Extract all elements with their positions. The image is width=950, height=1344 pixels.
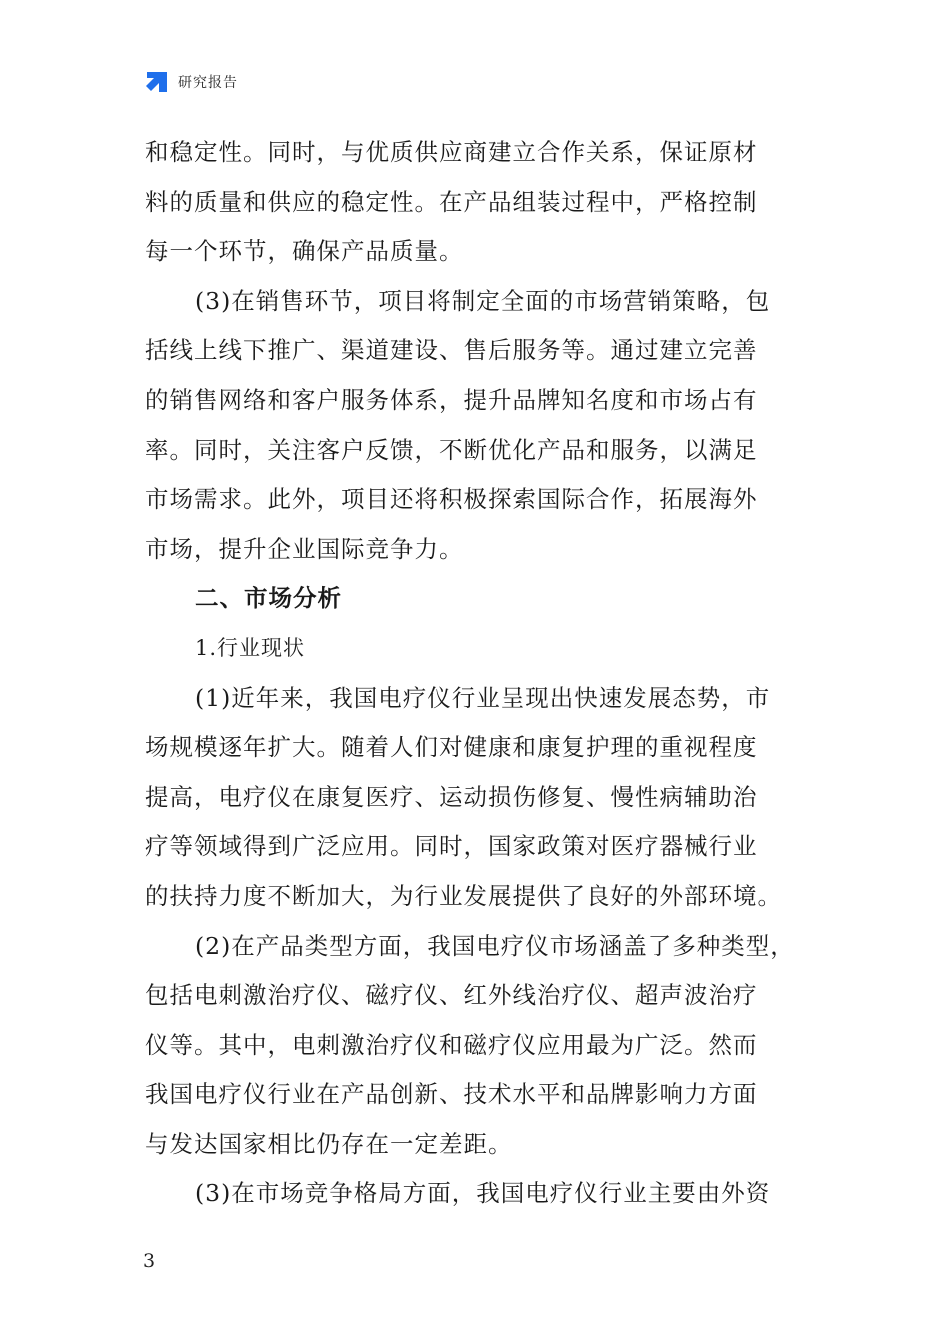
text-line: 场规模逐年扩大。随着人们对健康和康复护理的重视程度 <box>145 733 758 762</box>
paragraph-start: (3)在销售环节，项目将制定全面的市场营销策略，包 <box>195 286 771 315</box>
text-line: 与发达国家相比仍存在一定差距。 <box>145 1129 513 1158</box>
paragraph-start: (2)在产品类型方面，我国电疗仪市场涵盖了多种类型， <box>195 931 795 960</box>
page-number: 3 <box>143 1250 156 1272</box>
text-line: 市场需求。此外，项目还将积极探索国际合作，拓展海外 <box>145 485 758 514</box>
text-line: 仪等。其中，电刺激治疗仪和磁疗仪应用最为广泛。然而 <box>145 1030 758 1059</box>
text-line: 和稳定性。同时，与优质供应商建立合作关系，保证原材 <box>145 138 758 166</box>
header-title: 研究报告 <box>178 75 238 91</box>
text-line: 的扶持力度不断加大，为行业发展提供了良好的外部环境。 <box>145 881 782 910</box>
subsection-heading: 1.行业现状 <box>195 635 306 660</box>
text-line: 括线上线下推广、渠道建设、售后服务等。通过建立完善 <box>145 336 758 365</box>
text-line: 市场，提升企业国际竞争力。 <box>145 534 464 563</box>
arrow-up-right-logo-icon <box>144 69 170 95</box>
text-line: 料的质量和供应的稳定性。在产品组装过程中，严格控制 <box>145 187 758 216</box>
paragraph-start: (3)在市场竞争格局方面，我国电疗仪行业主要由外资 <box>195 1179 771 1208</box>
page-header <box>144 68 238 96</box>
text-line: 提高，电疗仪在康复医疗、运动损伤修复、慢性病辅助治 <box>145 782 758 811</box>
text-line: 每一个环节，确保产品质量。 <box>145 237 464 266</box>
section-heading: 二、市场分析 <box>195 584 342 613</box>
text-line: 我国电疗仪行业在产品创新、技术水平和品牌影响力方面 <box>145 1080 758 1109</box>
paragraph-start: (1)近年来，我国电疗仪行业呈现出快速发展态势，市 <box>195 683 771 712</box>
text-line: 率。同时，关注客户反馈，不断优化产品和服务，以满足 <box>145 435 758 464</box>
text-line: 的销售网络和客户服务体系，提升品牌知名度和市场占有 <box>145 385 758 414</box>
text-line: 包括电刺激治疗仪、磁疗仪、红外线治疗仪、超声波治疗 <box>145 981 758 1010</box>
text-line: 疗等领域得到广泛应用。同时，国家政策对医疗器械行业 <box>145 832 758 861</box>
document-body <box>145 128 815 1219</box>
